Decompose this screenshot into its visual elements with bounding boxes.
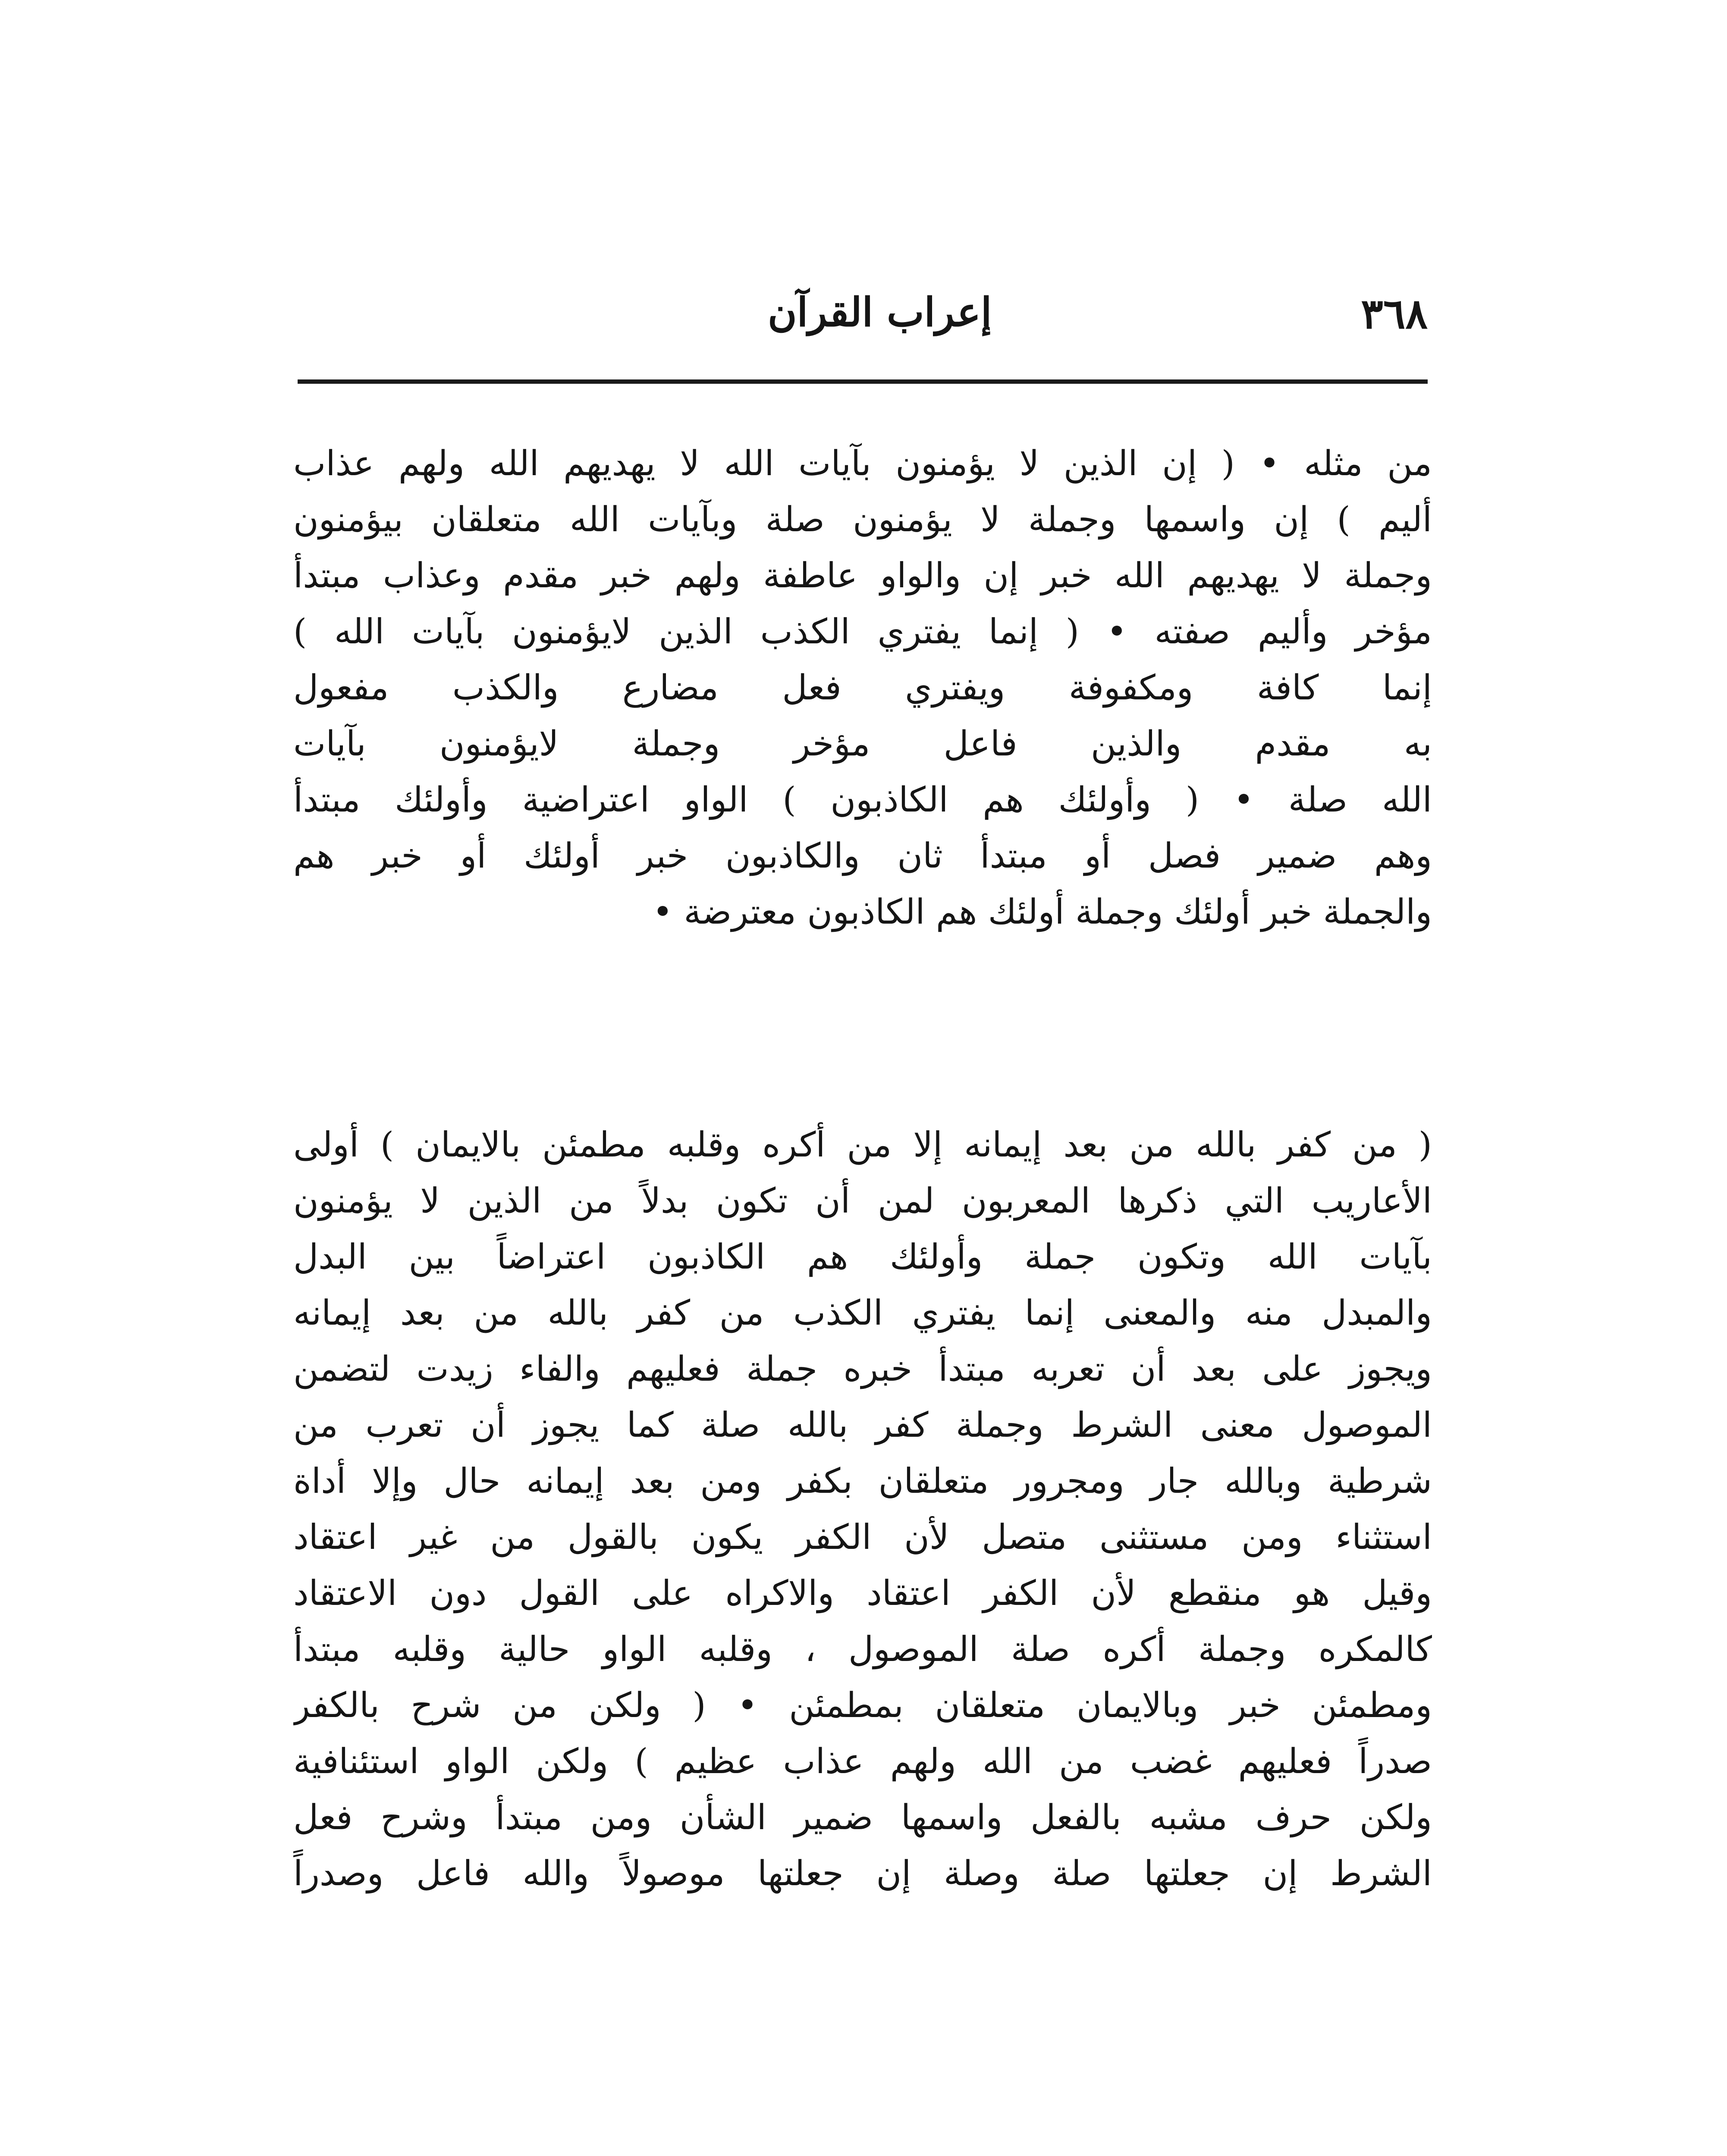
text-line: والجملة خبر أولئك وجملة أولئك هم الكاذبون معترضة • — [652, 892, 1432, 932]
text-line: وجملة لا يهديهم الله خبر إن والواو عاطفة ولهم خبر مقدم وعذاب مبتدأ — [293, 555, 1432, 595]
text-line: ( من كفر بالله من بعد إيمانه إلا من أكره وقلبه مطمئن بالايمان ) أولى — [293, 1125, 1432, 1165]
text-line: وقيل هو منقطع لأن الكفر اعتقاد والاكراه على القول دون الاعتقاد — [293, 1573, 1432, 1613]
text-line: استثناء ومن مستثنى متصل لأن الكفر يكون بالقول من غير اعتقاد — [293, 1517, 1432, 1557]
text-line: الله صلة • ( وأولئك هم الكاذبون ) الواو اعتراضية وأولئك مبتدأ — [293, 780, 1432, 820]
text-line: والمبدل منه والمعنى إنما يفتري الكذب من كفر بالله من بعد إيمانه — [293, 1293, 1432, 1333]
header-rule — [298, 379, 1428, 384]
page-number: ٣٦٨ — [1361, 289, 1428, 338]
text-line: شرطية وبالله جار ومجرور متعلقان بكفر ومن بعد إيمانه حال وإلا أداة — [293, 1461, 1432, 1501]
text-line: كالمكره وجملة أكره صلة الموصول ، وقلبه الواو حالية وقلبه مبتدأ — [293, 1629, 1432, 1669]
text-line: بآيات الله وتكون جملة وأولئك هم الكاذبون اعتراضاً بين البدل — [293, 1237, 1432, 1277]
text-line: من مثله • ( إن الذين لا يؤمنون بآيات الله لا يهديهم الله ولهم عذاب — [293, 443, 1432, 483]
text-line: وهم ضمير فصل أو مبتدأ ثان والكاذبون خبر أولئك أو خبر هم — [293, 836, 1432, 876]
text-line: أليم ) إن واسمها وجملة لا يؤمنون صلة وبآيات الله متعلقان بيؤمنون — [293, 499, 1432, 539]
text-line: إنما كافة ومكفوفة ويفتري فعل مضارع والكذب مفعول — [293, 667, 1432, 708]
text-line: الشرط إن جعلتها صلة وصلة إن جعلتها موصولاً والله فاعل وصدراً — [293, 1853, 1432, 1893]
text-line: الأعاريب التي ذكرها المعربون لمن أن تكون بدلاً من الذين لا يؤمنون — [293, 1181, 1432, 1221]
text-line: ومطمئن خبر وبالايمان متعلقان بمطمئن • ( ولكن من شرح بالكفر — [293, 1685, 1432, 1725]
text-line: صدراً فعليهم غضب من الله ولهم عذاب عظيم ) ولكن الواو استئنافية — [293, 1741, 1432, 1781]
paragraph-2 — [293, 1117, 1432, 1902]
text-line: به مقدم والذين فاعل مؤخر وجملة لايؤمنون بآيات — [293, 724, 1432, 764]
text-line: ولكن حرف مشبه بالفعل واسمها ضمير الشأن ومن مبتدأ وشرح فعل — [293, 1797, 1432, 1837]
text-line: الموصول معنى الشرط وجملة كفر بالله صلة كما يجوز أن تعرب من — [293, 1405, 1432, 1445]
running-title: إعراب القرآن — [768, 289, 992, 335]
paragraph-1 — [293, 436, 1432, 940]
text-line: مؤخر وأليم صفته • ( إنما يفتري الكذب الذين لايؤمنون بآيات الله ) — [293, 611, 1432, 652]
text-line: ويجوز على بعد أن تعربه مبتدأ خبره جملة فعليهم والفاء زيدت لتضمن — [293, 1349, 1432, 1389]
page-header — [298, 285, 1428, 358]
